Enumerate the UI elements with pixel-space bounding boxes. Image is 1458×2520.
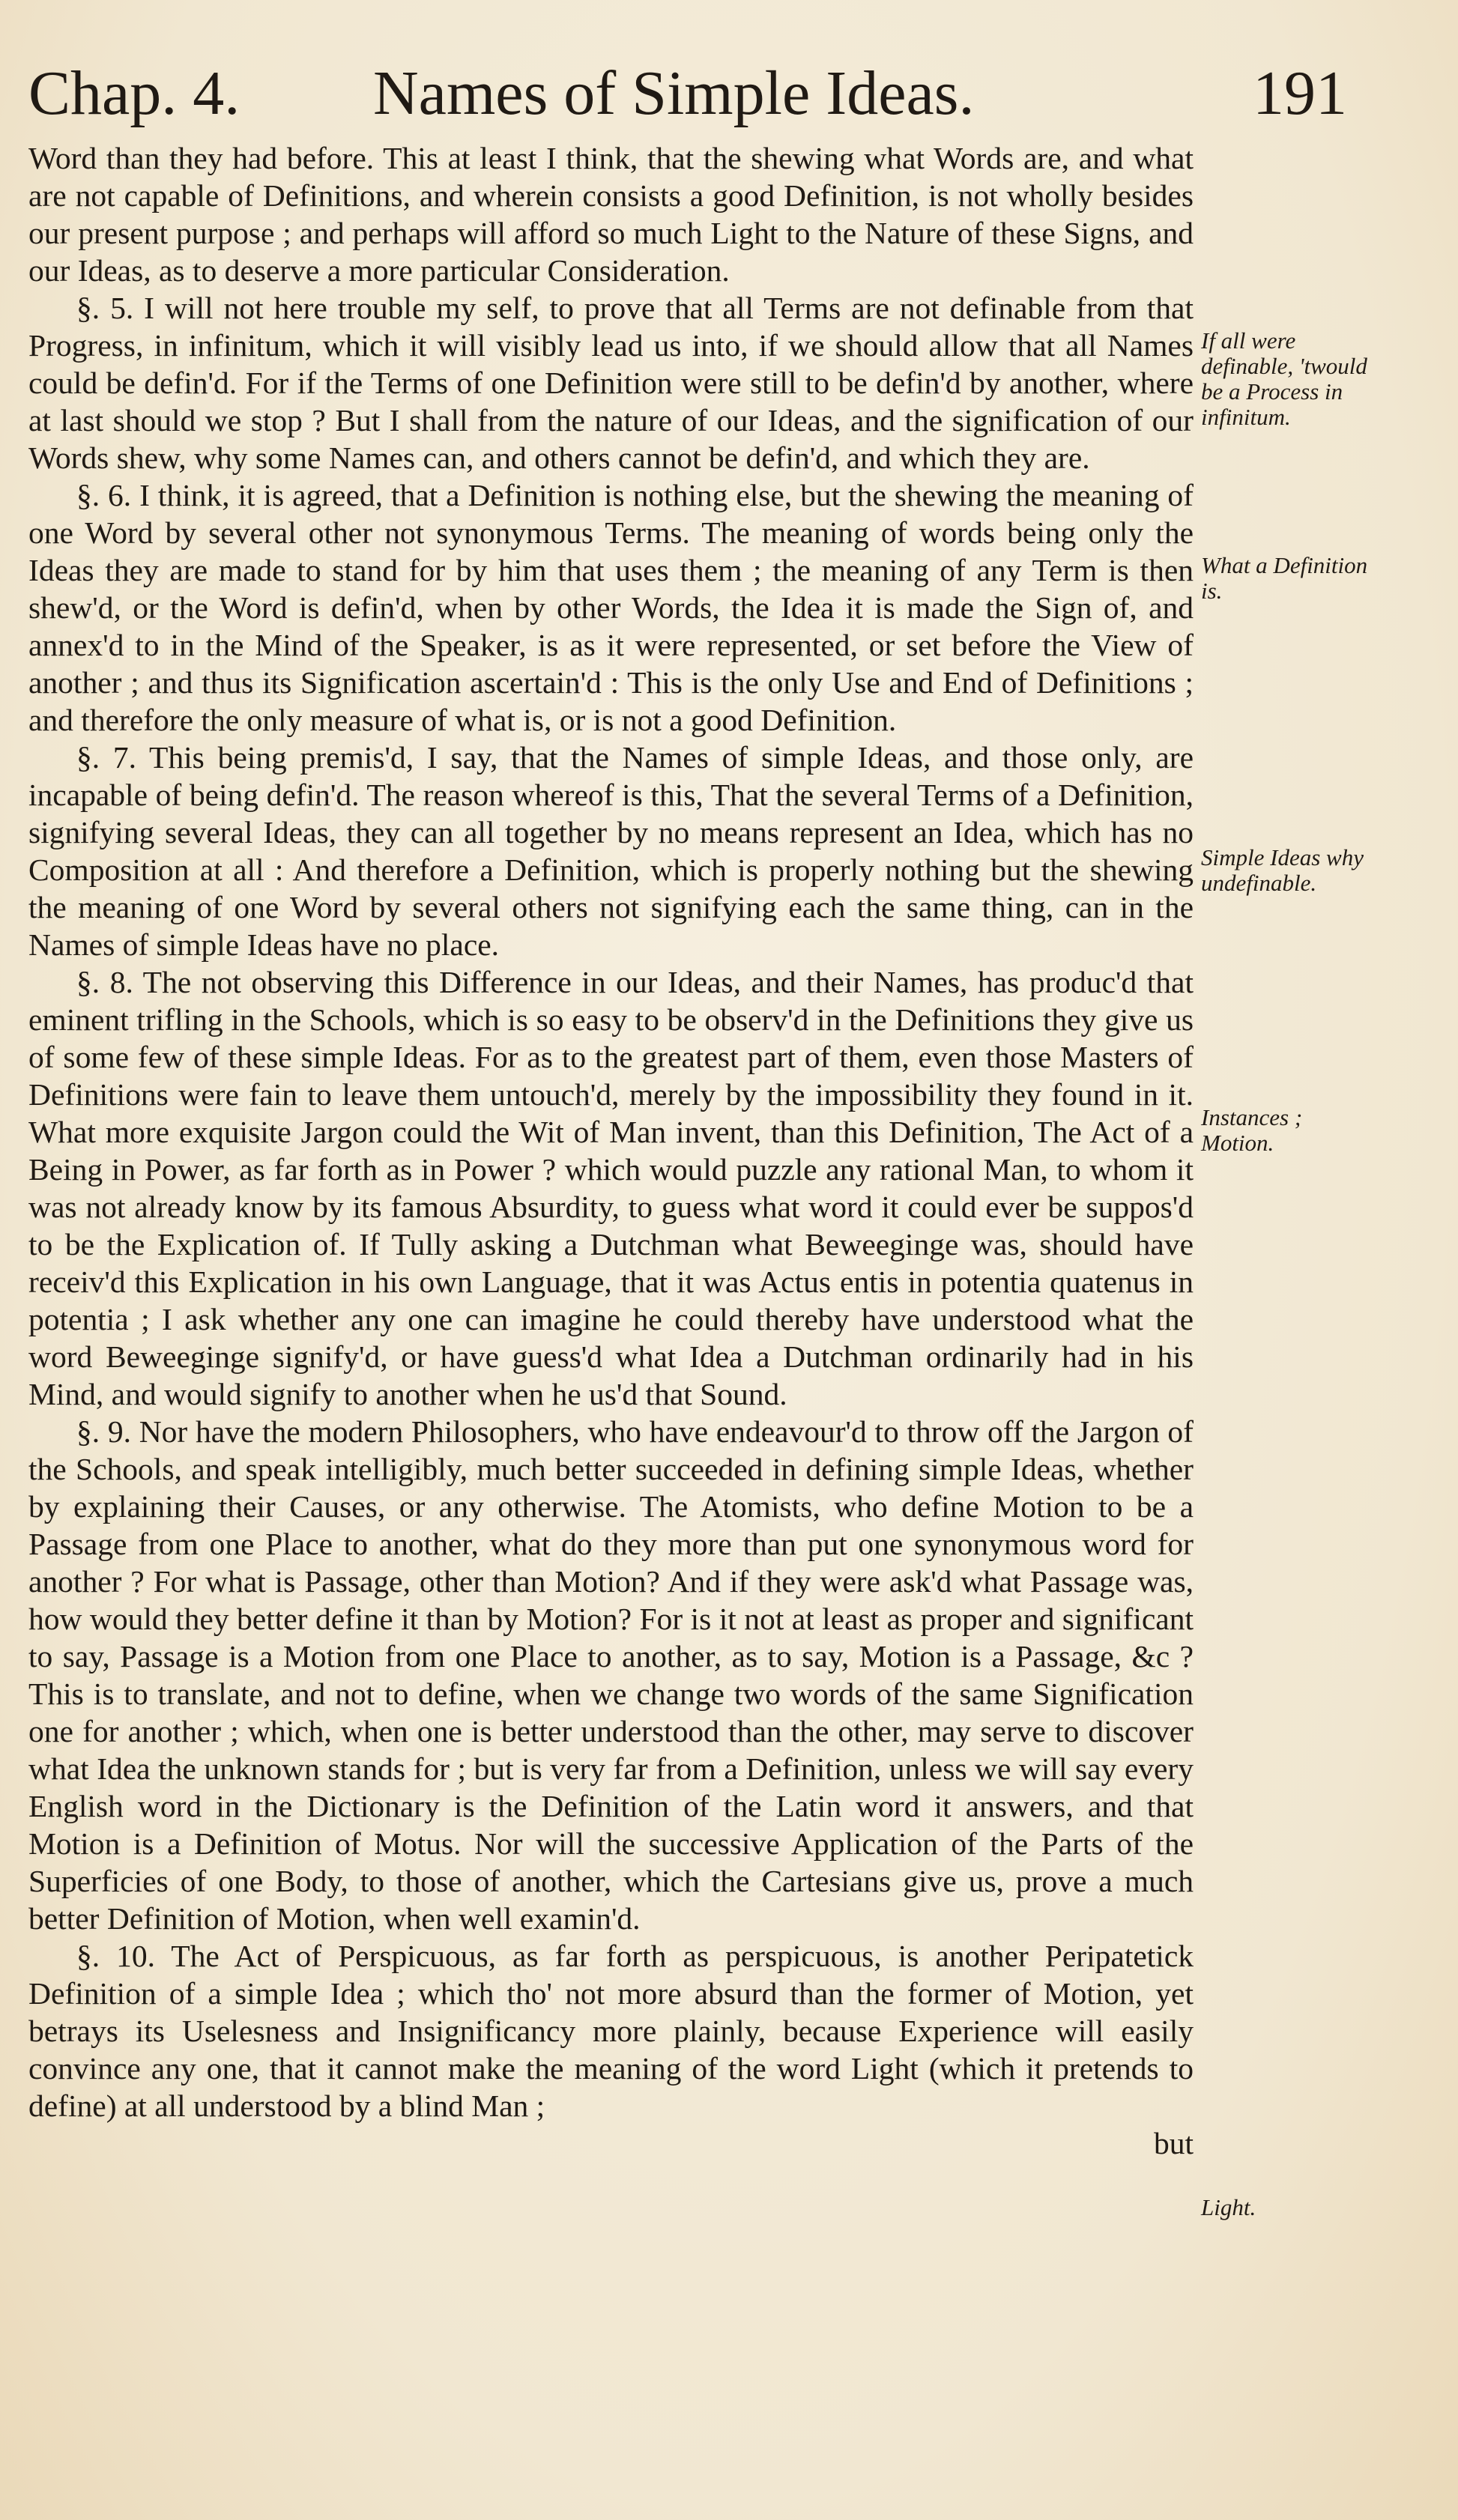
paragraph-section-7: §. 7. This being premis'd, I say, that the Names of simple Ideas, and those only, are incapable of being defin'd. The reason whereof is this, That the several Terms of a Definition, signifying several Ideas, they can all together by no means represent an Idea, which has no Composition at all : And therefore a Definition, which is properly nothing but the shewing the meaning of one Word by several others not signifying each the same thing, can in the Names of simple Ideas have no place. bbox=[28, 740, 1194, 962]
page-number: 191 bbox=[1253, 58, 1347, 128]
main-text bbox=[28, 139, 1194, 2162]
margin-note-section-8: Instances ; Motion. bbox=[1201, 1104, 1303, 1156]
paragraph-section-10: §. 10. The Act of Perspicuous, as far forth as perspicuous, is another Peripatetick Definition of a simple Idea ; which tho' not more absurd than the former of Motion, yet betrays its Uselesness and Insignificancy more plainly, because Experience will easily convince any one, that it cannot make the meaning of the word Light (which it pretends to define) at all understood by a blind Man ; bbox=[28, 1939, 1194, 2123]
chapter-label: Chap. 4. bbox=[28, 58, 241, 128]
paragraph-section-6: §. 6. I think, it is agreed, that a Definition is nothing else, but the shewing the meaning of one Word by several other not synonymous Terms. The meaning of words being only the Ideas they are made to stand for by him that uses them ; the meaning of any Term is then shew'd, or the Word is defin'd, when by other Words, the Idea it is made the Sign of, and annex'd to in the Mind of the Speaker, is as it were represented, or set before the View of another ; and thus its Signification ascertain'd : This is the only Use and End of Definitions ; and therefore the only measure of what is, or is not a good Definition. bbox=[28, 478, 1194, 737]
paragraph-section-5: §. 5. I will not here trouble my self, to prove that all Terms are not definable from that Progress, in infinitum, which it will visibly lead us into, if we should allow that all Names could be defin'd. For if the Terms of one Definition were still to be defin'd by another, where at last should we stop ? But I shall from the nature of our Ideas, and the signification of our Words shew, why some Names can, and others cannot be defin'd, and which they are. bbox=[28, 291, 1194, 475]
margin-note-section-6: What a Definition is. bbox=[1201, 552, 1368, 604]
catchword: but bbox=[1153, 2126, 1194, 2160]
margin-note-section-7: Simple Ideas why undefinable. bbox=[1201, 844, 1364, 896]
paragraph-section-8: §. 8. The not observing this Difference in our Ideas, and their Names, has produc'd that eminent trifling in the Schools, which is so easy to be observ'd in the Definitions they give us of some few of these simple Ideas. For as to the greatest part of them, even those Masters of Definitions were fain to leave them untouch'd, merely by the impossibility they found in it. What more exquisite Jargon could the Wit of Man invent, than this Definition, The Act of a Being in Power, as far forth as in Power ? which would puzzle any rational Man, to whom it was not already know by its famous Absurdity, to guess what word it could ever be suppos'd to be the Explication of. If Tully asking a Dutchman what Beweeginge was, should have receiv'd this Explication in his own Language, that it was Actus entis in potentia quatenus in potentia ; I ask whether any one can imagine he could thereby have understood what the word Beweeginge signify'd, or have guess'd what Idea a Dutchman ordinarily had in his Mind, and would signify to another when he us'd that Sound. bbox=[28, 965, 1194, 1411]
running-title: Names of Simple Ideas. bbox=[373, 58, 975, 128]
paragraph-section-9: §. 9. Nor have the modern Philosophers, who have endeavour'd to throw off the Jargon of the Schools, and speak intelligibly, much better succeeded in defining simple Ideas, whether by explaining their Causes, or any otherwise. The Atomists, who define Motion to be a Passage from one Place to another, what do they more than put one synonymous word for another ? For what is Passage, other than Motion? And if they were ask'd what Passage was, how would they better define it than by Motion? For is it not at least as proper and significant to say, Passage is a Motion from one Place to another, as to say, Motion is a Passage, &c ? This is to translate, and not to define, when we change two words of the same Signification one for another ; which, when one is better understood than the other, may serve to discover what Idea the unknown stands for ; but is very far from a Definition, unless we will say every English word in the Dictionary is the Definition of the Latin word it answers, and that Motion is a Definition of Motus. Nor will the successive Application of the Parts of the Superficies of one Body, to those of another, which the Cartesians give us, prove a much better Definition of Motion, when well examin'd. bbox=[28, 1414, 1194, 1936]
margin-note-section-10: Light. bbox=[1201, 2194, 1256, 2220]
running-header bbox=[28, 52, 1347, 135]
margin-note-section-5: If all were definable, 'twould be a Process in infinitum. bbox=[1201, 327, 1367, 430]
paragraph-continuation: Word than they had before. This at least I think, that the shewing what Words are, and what are not capable of Definitions, and wherein consists a good Definition, is not wholly besides our present purpose ; and perhaps will afford so much Light to the Nature of these Signs, and our Ideas, as to deserve a more particular Consideration. bbox=[28, 141, 1194, 288]
